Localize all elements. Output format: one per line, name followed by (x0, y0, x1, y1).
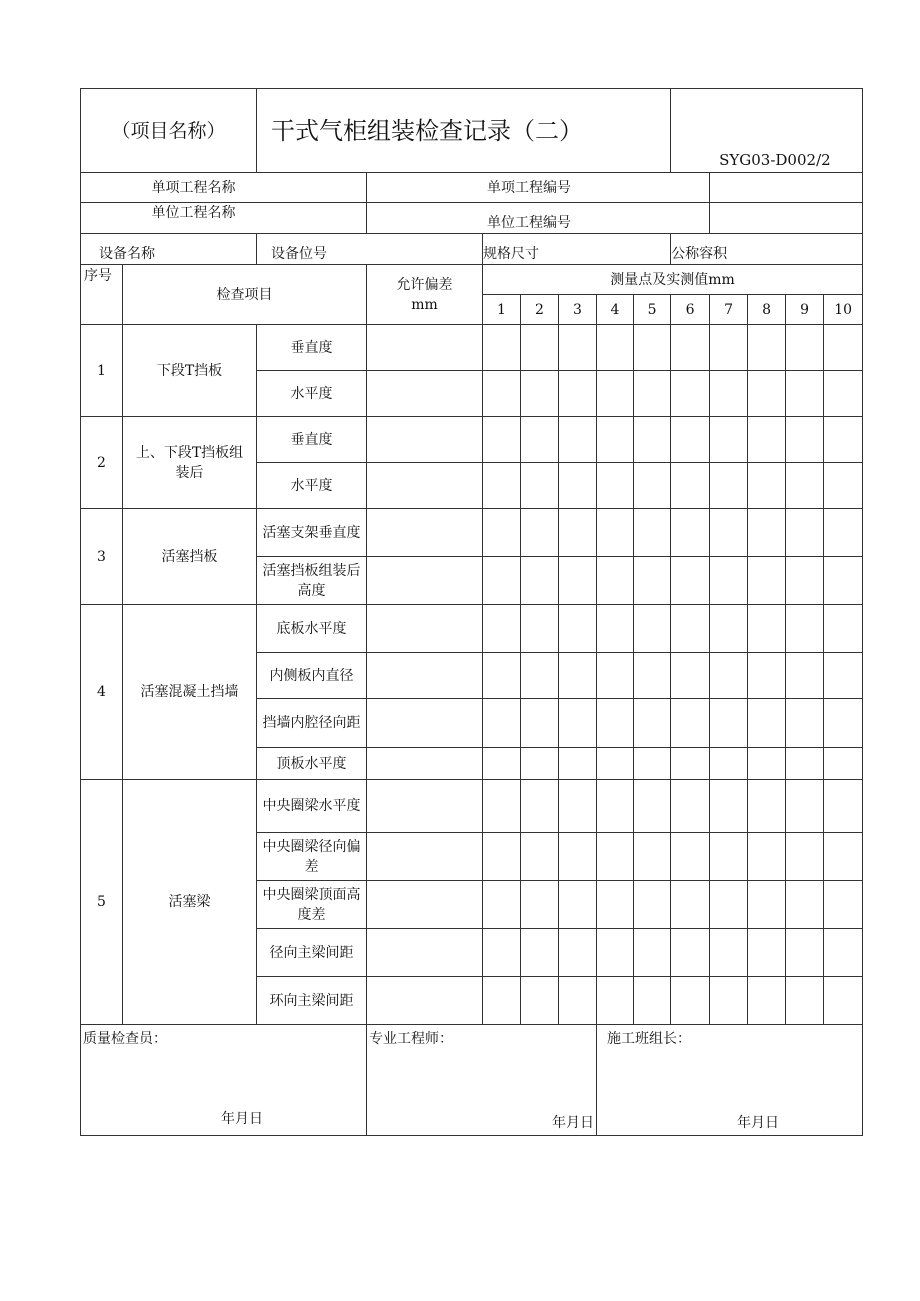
measurement-cell[interactable] (634, 780, 671, 833)
measurement-cell[interactable] (710, 605, 748, 653)
point-number-2: 2 (521, 295, 559, 325)
measurement-cell[interactable] (671, 833, 710, 881)
measurement-cell[interactable] (748, 371, 786, 417)
measurement-cell[interactable] (671, 929, 710, 977)
measurement-cell[interactable] (710, 417, 748, 463)
leader-date: 年月日 (737, 1115, 780, 1131)
measurement-cell[interactable] (521, 780, 559, 833)
equip-name-label: 设备名称 (81, 234, 257, 265)
point-number-1: 1 (483, 295, 521, 325)
measurement-cell[interactable] (634, 509, 671, 557)
measurement-cell[interactable] (710, 509, 748, 557)
measurement-cell[interactable] (521, 699, 559, 748)
measurement-cell[interactable] (597, 605, 634, 653)
measurement-cell[interactable] (483, 833, 521, 881)
sub-item: 环向主梁间距 (257, 977, 367, 1025)
measurement-cell[interactable] (521, 653, 559, 699)
measurement-cell[interactable] (710, 780, 748, 833)
measurement-cell[interactable] (824, 371, 863, 417)
measurement-cell[interactable] (634, 977, 671, 1025)
tolerance-cell[interactable] (367, 417, 483, 463)
measurement-cell[interactable] (671, 557, 710, 605)
tolerance-cell[interactable] (367, 929, 483, 977)
sub-item: 垂直度 (257, 417, 367, 463)
tolerance-cell[interactable] (367, 780, 483, 833)
measurement-cell[interactable] (559, 509, 597, 557)
measurement-cell[interactable] (634, 557, 671, 605)
equip-pos-label: 设备位号 (257, 234, 483, 265)
measurement-cell[interactable] (483, 463, 521, 509)
measurement-cell[interactable] (634, 653, 671, 699)
measurement-cell[interactable] (824, 605, 863, 653)
measurement-cell[interactable] (748, 977, 786, 1025)
form-code: SYG03-D002/2 (671, 89, 863, 173)
tolerance-cell[interactable] (367, 325, 483, 371)
measurement-cell[interactable] (748, 780, 786, 833)
measurement-cell[interactable] (748, 605, 786, 653)
sub-item: 径向主梁间距 (257, 929, 367, 977)
measurement-cell[interactable] (521, 748, 559, 780)
project-name: （项目名称） (81, 89, 257, 173)
measurement-cell[interactable] (671, 748, 710, 780)
tolerance-header (367, 265, 483, 325)
table-row (81, 605, 863, 653)
unit-name-label: 单位工程名称 (81, 203, 367, 234)
measurement-cell[interactable] (483, 605, 521, 653)
point-number-6: 6 (671, 295, 710, 325)
unit-no-label: 单位工程编号 (367, 203, 710, 234)
measurement-cell[interactable] (597, 653, 634, 699)
measurement-cell[interactable] (634, 371, 671, 417)
inspector-date: 年月日 (221, 1111, 263, 1127)
measurement-cell[interactable] (521, 605, 559, 653)
measurement-cell[interactable] (521, 833, 559, 881)
group-number: 3 (81, 509, 123, 605)
measurement-cell[interactable] (748, 557, 786, 605)
measurement-cell[interactable] (748, 881, 786, 929)
measurement-cell[interactable] (824, 557, 863, 605)
measurement-cell[interactable] (824, 417, 863, 463)
item-no-label: 单项工程编号 (367, 173, 710, 203)
group-number: 1 (81, 325, 123, 417)
measurement-cell[interactable] (559, 417, 597, 463)
measurement-cell[interactable] (710, 929, 748, 977)
measurement-cell[interactable] (786, 833, 824, 881)
measurement-cell[interactable] (748, 325, 786, 371)
measurement-cell[interactable] (597, 463, 634, 509)
sub-item: 中央圈梁径向偏差 (257, 833, 367, 881)
measurement-cell[interactable] (786, 699, 824, 748)
measurement-cell[interactable] (597, 557, 634, 605)
measurement-cell[interactable] (483, 929, 521, 977)
sub-item: 水平度 (257, 371, 367, 417)
measurement-cell[interactable] (634, 833, 671, 881)
measurement-cell[interactable] (786, 653, 824, 699)
item-no-field[interactable] (710, 173, 863, 203)
measurement-cell[interactable] (710, 463, 748, 509)
measurement-cell[interactable] (483, 699, 521, 748)
leader-cell[interactable] (597, 1025, 863, 1136)
volume-label: 公称容积 (671, 234, 863, 265)
measurement-cell[interactable] (824, 653, 863, 699)
measurement-cell[interactable] (634, 605, 671, 653)
measurement-cell[interactable] (671, 699, 710, 748)
measurement-cell[interactable] (559, 605, 597, 653)
measurement-cell[interactable] (786, 325, 824, 371)
measurement-cell[interactable] (483, 325, 521, 371)
measurement-cell[interactable] (597, 833, 634, 881)
measurement-cell[interactable] (521, 509, 559, 557)
measurement-cell[interactable] (824, 929, 863, 977)
group-name: 上、下段T挡板组装后 (123, 417, 257, 509)
measurement-cell[interactable] (748, 509, 786, 557)
measurement-cell[interactable] (748, 748, 786, 780)
measurement-cell[interactable] (521, 417, 559, 463)
item-header: 检查项目 (123, 265, 367, 325)
measurement-cell[interactable] (786, 463, 824, 509)
point-number-5: 5 (634, 295, 671, 325)
measurement-cell[interactable] (521, 557, 559, 605)
measurement-cell[interactable] (786, 881, 824, 929)
point-number-9: 9 (786, 295, 824, 325)
measurement-cell[interactable] (559, 463, 597, 509)
measurement-cell[interactable] (786, 605, 824, 653)
tolerance-cell[interactable] (367, 977, 483, 1025)
measurement-cell[interactable] (671, 780, 710, 833)
measurement-cell[interactable] (559, 325, 597, 371)
sub-item: 中央圈梁顶面高度差 (257, 881, 367, 929)
tolerance-cell[interactable] (367, 699, 483, 748)
measurement-cell[interactable] (748, 417, 786, 463)
measurement-cell[interactable] (824, 748, 863, 780)
measurement-cell[interactable] (710, 748, 748, 780)
measurement-cell[interactable] (824, 463, 863, 509)
measurement-cell[interactable] (597, 699, 634, 748)
measurement-cell[interactable] (634, 463, 671, 509)
measurement-cell[interactable] (748, 463, 786, 509)
engineer-label: 专业工程师： (369, 1031, 454, 1047)
table-row (81, 780, 863, 833)
measurement-cell[interactable] (597, 780, 634, 833)
measurement-cell[interactable] (559, 929, 597, 977)
measurement-cell[interactable] (559, 833, 597, 881)
measurement-cell[interactable] (786, 780, 824, 833)
tolerance-cell[interactable] (367, 748, 483, 780)
measurement-cell[interactable] (671, 509, 710, 557)
measurement-cell[interactable] (710, 557, 748, 605)
measurement-cell[interactable] (597, 748, 634, 780)
sub-item: 活塞支架垂直度 (257, 509, 367, 557)
measurement-cell[interactable] (559, 699, 597, 748)
measurement-cell[interactable] (671, 371, 710, 417)
leader-label: 施工班组长： (607, 1031, 692, 1047)
tolerance-cell[interactable] (367, 653, 483, 699)
point-number-8: 8 (748, 295, 786, 325)
table-row (81, 509, 863, 557)
tolerance-unit: mm (411, 296, 438, 313)
measurement-cell[interactable] (824, 325, 863, 371)
measurement-cell[interactable] (710, 699, 748, 748)
point-number-7: 7 (710, 295, 748, 325)
tolerance-cell[interactable] (367, 557, 483, 605)
table-row (81, 417, 863, 463)
group-name: 活塞梁 (123, 780, 257, 1025)
points-header: 测量点及实测值mm (483, 265, 863, 295)
sub-item: 顶板水平度 (257, 748, 367, 780)
seq-header: 序号 (81, 265, 123, 325)
measurement-cell[interactable] (483, 509, 521, 557)
tolerance-cell[interactable] (367, 371, 483, 417)
measurement-cell[interactable] (710, 325, 748, 371)
measurement-cell[interactable] (748, 929, 786, 977)
measurement-cell[interactable] (634, 881, 671, 929)
measurement-cell[interactable] (824, 509, 863, 557)
measurement-cell[interactable] (634, 325, 671, 371)
measurement-cell[interactable] (634, 929, 671, 977)
inspection-table (80, 88, 863, 1136)
inspector-label: 质量检查员： (83, 1031, 167, 1047)
sub-item: 底板水平度 (257, 605, 367, 653)
measurement-cell[interactable] (824, 881, 863, 929)
measurement-cell[interactable] (748, 833, 786, 881)
measurement-cell[interactable] (559, 881, 597, 929)
measurement-cell[interactable] (483, 417, 521, 463)
sub-item: 中央圈梁水平度 (257, 780, 367, 833)
sub-item: 水平度 (257, 463, 367, 509)
point-number-10: 10 (824, 295, 863, 325)
measurement-cell[interactable] (748, 699, 786, 748)
record-sheet (80, 88, 862, 1136)
item-name-label: 单项工程名称 (81, 173, 367, 203)
measurement-cell[interactable] (521, 977, 559, 1025)
measurement-cell[interactable] (710, 833, 748, 881)
point-number-4: 4 (597, 295, 634, 325)
measurement-cell[interactable] (634, 417, 671, 463)
measurement-cell[interactable] (559, 557, 597, 605)
group-number: 4 (81, 605, 123, 780)
measurement-cell[interactable] (710, 881, 748, 929)
measurement-cell[interactable] (786, 977, 824, 1025)
engineer-cell[interactable] (367, 1025, 597, 1136)
engineer-date: 年月日 (552, 1115, 595, 1131)
point-number-3: 3 (559, 295, 597, 325)
measurement-cell[interactable] (483, 881, 521, 929)
measurement-cell[interactable] (824, 699, 863, 748)
measurement-cell[interactable] (748, 653, 786, 699)
measurement-cell[interactable] (786, 557, 824, 605)
measurement-cell[interactable] (786, 929, 824, 977)
measurement-cell[interactable] (483, 780, 521, 833)
unit-no-field[interactable] (710, 203, 863, 234)
group-name: 活塞混凝土挡墙 (123, 605, 257, 780)
measurement-cell[interactable] (483, 371, 521, 417)
tolerance-cell[interactable] (367, 463, 483, 509)
measurement-cell[interactable] (597, 881, 634, 929)
tolerance-cell[interactable] (367, 881, 483, 929)
measurement-cell[interactable] (710, 653, 748, 699)
spec-label: 规格尺寸 (483, 234, 671, 265)
measurement-cell[interactable] (671, 881, 710, 929)
measurement-cell[interactable] (483, 977, 521, 1025)
measurement-cell[interactable] (483, 748, 521, 780)
measurement-cell[interactable] (786, 417, 824, 463)
group-name: 活塞挡板 (123, 509, 257, 605)
measurement-cell[interactable] (597, 929, 634, 977)
signature-row (81, 1025, 863, 1136)
measurement-cell[interactable] (483, 653, 521, 699)
measurement-cell[interactable] (597, 509, 634, 557)
measurement-cell[interactable] (671, 463, 710, 509)
measurement-cell[interactable] (559, 371, 597, 417)
table-row (81, 325, 863, 371)
measurement-cell[interactable] (597, 325, 634, 371)
measurement-cell[interactable] (634, 699, 671, 748)
measurement-cell[interactable] (521, 881, 559, 929)
tolerance-cell[interactable] (367, 605, 483, 653)
measurement-cell[interactable] (597, 977, 634, 1025)
sub-item: 活塞挡板组装后高度 (257, 557, 367, 605)
measurement-cell[interactable] (786, 509, 824, 557)
measurement-cell[interactable] (521, 371, 559, 417)
measurement-cell[interactable] (559, 653, 597, 699)
measurement-cell[interactable] (824, 833, 863, 881)
sub-item: 垂直度 (257, 325, 367, 371)
group-number: 5 (81, 780, 123, 1025)
measurement-cell[interactable] (671, 605, 710, 653)
tolerance-cell[interactable] (367, 509, 483, 557)
measurement-cell[interactable] (671, 417, 710, 463)
measurement-cell[interactable] (710, 977, 748, 1025)
measurement-cell[interactable] (483, 557, 521, 605)
measurement-cell[interactable] (521, 929, 559, 977)
measurement-cell[interactable] (597, 371, 634, 417)
measurement-cell[interactable] (521, 325, 559, 371)
measurement-cell[interactable] (824, 780, 863, 833)
measurement-cell[interactable] (671, 653, 710, 699)
measurement-cell[interactable] (710, 371, 748, 417)
tolerance-cell[interactable] (367, 833, 483, 881)
inspector-cell[interactable] (81, 1025, 367, 1136)
tolerance-label: 允许偏差 (396, 276, 453, 293)
measurement-cell[interactable] (634, 748, 671, 780)
measurement-cell[interactable] (559, 977, 597, 1025)
measurement-cell[interactable] (671, 977, 710, 1025)
measurement-cell[interactable] (597, 417, 634, 463)
group-name: 下段T挡板 (123, 325, 257, 417)
measurement-cell[interactable] (559, 748, 597, 780)
sub-item: 内侧板内直径 (257, 653, 367, 699)
measurement-cell[interactable] (521, 463, 559, 509)
measurement-cell[interactable] (559, 780, 597, 833)
group-number: 2 (81, 417, 123, 509)
measurement-cell[interactable] (786, 371, 824, 417)
sub-item: 挡墙内腔径向距 (257, 699, 367, 748)
measurement-cell[interactable] (671, 325, 710, 371)
measurement-cell[interactable] (824, 977, 863, 1025)
measurement-cell[interactable] (786, 748, 824, 780)
page-title: 干式气柜组装检查记录（二） (257, 89, 671, 173)
